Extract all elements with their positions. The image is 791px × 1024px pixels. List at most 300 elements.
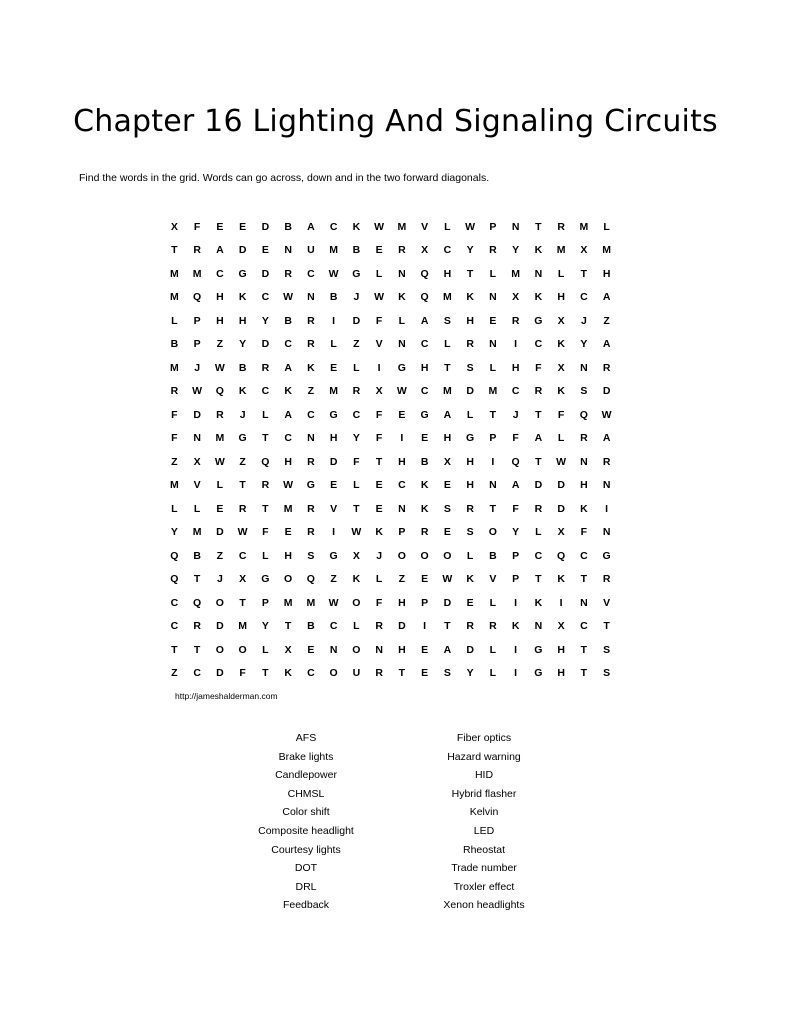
instructions-text: Find the words in the grid. Words can go across, down and in the two forward diagonals. — [79, 172, 490, 184]
grid-letter: K — [238, 385, 247, 398]
grid-letter: D — [557, 502, 565, 515]
grid-letter: L — [466, 549, 474, 562]
grid-letter: W — [351, 526, 362, 539]
grid-letter: W — [396, 385, 407, 398]
grid-letter: L — [466, 408, 474, 421]
grid-letter: R — [534, 502, 543, 515]
grid-letter: I — [332, 526, 336, 539]
word-list-item: Candlepower — [275, 769, 337, 782]
grid-row — [163, 497, 618, 521]
grid-letter: H — [420, 361, 429, 374]
grid-letter: S — [443, 314, 451, 327]
grid-letter: R — [307, 314, 315, 327]
grid-letter: Q — [579, 408, 588, 421]
grid-letter: L — [262, 549, 269, 562]
grid-letter: X — [557, 620, 565, 633]
grid-letter: Z — [171, 667, 178, 680]
grid-letter: Z — [171, 455, 178, 468]
grid-letter: K — [307, 361, 315, 374]
grid-letter: F — [193, 220, 201, 233]
grid-letter: B — [170, 338, 179, 351]
grid-letter: I — [377, 361, 381, 374]
grid-letter: T — [580, 267, 588, 280]
grid-letter: T — [489, 408, 497, 421]
grid-letter: A — [534, 432, 543, 445]
grid-letter: S — [307, 549, 315, 562]
grid-letter: X — [421, 244, 429, 257]
grid-letter: P — [261, 596, 269, 609]
grid-letter: M — [329, 385, 338, 398]
grid-letter: E — [375, 244, 383, 257]
grid-letter: C — [307, 267, 315, 280]
grid-letter: X — [193, 455, 201, 468]
grid-letter: W — [237, 526, 248, 539]
page-title: Chapter 16 Lighting And Signaling Circuits — [73, 104, 718, 139]
grid-letter: H — [466, 479, 474, 492]
grid-letter: I — [514, 338, 518, 351]
grid-letter: S — [466, 361, 474, 374]
grid-letter: L — [193, 502, 201, 515]
grid-letter: E — [284, 526, 292, 539]
grid-letter: O — [215, 643, 224, 656]
grid-letter: C — [580, 620, 588, 633]
grid-letter: W — [328, 596, 339, 609]
grid-letter: K — [238, 291, 247, 304]
grid-letter: B — [238, 361, 247, 374]
grid-letter: P — [421, 596, 429, 609]
grid-letter: L — [262, 643, 269, 656]
grid-letter: L — [444, 338, 451, 351]
grid-letter: F — [375, 408, 383, 421]
grid-letter: Z — [398, 573, 406, 586]
grid-letter: M — [397, 220, 407, 233]
grid-letter: L — [398, 314, 406, 327]
grid-letter: E — [261, 244, 269, 257]
grid-letter: C — [193, 667, 201, 680]
grid-letter: A — [443, 408, 452, 421]
grid-letter: L — [603, 220, 610, 233]
grid-letter: C — [261, 385, 270, 398]
grid-letter: A — [420, 314, 429, 327]
grid-letter: X — [580, 244, 588, 257]
grid-letter: Y — [261, 620, 269, 633]
grid-letter: Q — [420, 267, 429, 280]
grid-letter: F — [512, 432, 519, 445]
word-list-item: Composite headlight — [258, 824, 354, 837]
grid-letter: I — [332, 314, 336, 327]
grid-letter: G — [352, 267, 361, 280]
grid-letter: Z — [239, 455, 246, 468]
grid-letter: Y — [512, 244, 520, 257]
grid-letter: T — [239, 596, 246, 609]
grid-letter: G — [534, 667, 543, 680]
grid-letter: N — [398, 267, 406, 280]
grid-letter: D — [216, 667, 224, 680]
grid-letter: D — [534, 479, 543, 492]
grid-letter: C — [580, 291, 588, 304]
grid-letter: G — [420, 408, 429, 421]
grid-letter: X — [512, 291, 520, 304]
grid-letter: R — [238, 502, 247, 515]
grid-letter: C — [170, 596, 179, 609]
grid-letter: R — [193, 244, 201, 257]
grid-letter: F — [239, 667, 246, 680]
grid-letter: N — [602, 526, 611, 539]
grid-letter: E — [307, 643, 315, 656]
grid-letter: H — [557, 291, 565, 304]
grid-letter: F — [557, 408, 565, 421]
word-list-item: Hazard warning — [447, 750, 521, 763]
grid-letter: C — [398, 479, 406, 492]
grid-letter: N — [489, 479, 497, 492]
grid-letter: L — [375, 573, 383, 586]
grid-row — [163, 356, 618, 380]
word-list-item: DOT — [294, 862, 318, 875]
grid-letter: Q — [306, 573, 315, 586]
grid-letter: Q — [511, 455, 520, 468]
grid-letter: F — [375, 432, 383, 445]
grid-letter: Z — [603, 314, 610, 327]
grid-letter: U — [352, 667, 361, 680]
grid-letter: C — [307, 408, 315, 421]
grid-letter: F — [512, 502, 519, 515]
grid-letter: D — [238, 244, 247, 257]
grid-letter: F — [375, 596, 383, 609]
grid-letter: G — [306, 479, 315, 492]
grid-letter: L — [489, 596, 497, 609]
grid-letter: X — [375, 385, 383, 398]
grid-letter: D — [261, 220, 270, 233]
grid-letter: E — [466, 596, 474, 609]
grid-letter: G — [602, 549, 611, 562]
grid-letter: T — [353, 502, 360, 515]
grid-letter: R — [420, 526, 429, 539]
grid-letter: M — [488, 385, 498, 398]
grid-letter: M — [329, 244, 338, 257]
grid-letter: N — [398, 502, 406, 515]
grid-letter: M — [283, 596, 293, 609]
grid-letter: A — [284, 408, 292, 421]
grid-letter: D — [216, 620, 224, 633]
grid-letter: P — [512, 549, 520, 562]
grid-letter: L — [353, 620, 360, 633]
grid-letter: K — [284, 385, 292, 398]
grid-letter: N — [580, 596, 588, 609]
grid-letter: E — [421, 667, 429, 680]
grid-letter: H — [557, 667, 565, 680]
grid-letter: B — [193, 549, 201, 562]
grid-letter: E — [489, 314, 497, 327]
grid-letter: G — [397, 361, 406, 374]
grid-letter: W — [374, 291, 385, 304]
grid-letter: Q — [420, 291, 429, 304]
grid-letter: S — [603, 667, 611, 680]
grid-letter: G — [238, 432, 247, 445]
grid-letter: M — [170, 291, 179, 304]
word-list-item: Feedback — [282, 899, 330, 912]
grid-letter: Z — [307, 385, 315, 398]
grid-row — [163, 544, 618, 568]
grid-letter: F — [375, 314, 383, 327]
grid-letter: X — [284, 643, 292, 656]
grid-letter: Z — [216, 549, 224, 562]
grid-letter: D — [329, 455, 338, 468]
grid-letter: W — [465, 220, 476, 233]
grid-letter: J — [239, 408, 246, 421]
word-list-item: Trade number — [451, 862, 517, 875]
grid-letter: V — [330, 502, 338, 515]
word-list-item: Hybrid flasher — [451, 787, 517, 800]
grid-letter: T — [193, 643, 201, 656]
grid-letter: S — [603, 643, 611, 656]
grid-letter: M — [443, 291, 452, 304]
grid-letter: R — [466, 620, 474, 633]
grid-letter: T — [262, 667, 269, 680]
grid-row — [163, 427, 618, 451]
grid-letter: S — [466, 526, 474, 539]
grid-letter: C — [216, 267, 224, 280]
grid-letter: Q — [193, 596, 202, 609]
grid-letter: C — [307, 667, 315, 680]
grid-letter: Z — [330, 573, 337, 586]
grid-letter: D — [602, 385, 611, 398]
grid-letter: T — [580, 643, 588, 656]
grid-row — [163, 591, 618, 615]
grid-letter: W — [442, 573, 453, 586]
grid-row — [163, 638, 618, 662]
grid-letter: H — [284, 549, 292, 562]
word-list-item: Rheostat — [462, 843, 506, 856]
grid-letter: R — [307, 502, 315, 515]
grid-letter: O — [420, 549, 429, 562]
grid-letter: T — [284, 620, 292, 633]
grid-letter: F — [535, 361, 542, 374]
grid-letter: T — [171, 643, 178, 656]
grid-letter: T — [535, 220, 542, 233]
grid-letter: N — [534, 620, 543, 633]
grid-letter: J — [512, 408, 519, 421]
grid-letter: H — [398, 455, 406, 468]
grid-letter: E — [421, 643, 429, 656]
grid-letter: T — [580, 667, 588, 680]
grid-letter: F — [353, 455, 360, 468]
grid-letter: F — [171, 408, 178, 421]
grid-letter: W — [556, 455, 567, 468]
grid-letter: R — [284, 267, 292, 280]
grid-letter: N — [193, 432, 201, 445]
grid-row — [163, 215, 618, 239]
grid-letter: J — [376, 549, 383, 562]
grid-letter: L — [444, 220, 451, 233]
grid-letter: Z — [216, 338, 224, 351]
grid-letter: K — [557, 385, 565, 398]
grid-letter: K — [398, 291, 406, 304]
grid-letter: I — [400, 432, 404, 445]
grid-letter: H — [557, 643, 565, 656]
grid-letter: E — [421, 573, 429, 586]
grid-letter: M — [511, 267, 520, 280]
grid-row — [163, 662, 618, 686]
grid-letter: G — [466, 432, 475, 445]
grid-letter: D — [352, 314, 361, 327]
grid-letter: R — [216, 408, 224, 421]
grid-letter: A — [511, 479, 520, 492]
word-list-item: Kelvin — [469, 806, 499, 819]
grid-letter: V — [193, 479, 201, 492]
grid-letter: L — [489, 643, 497, 656]
grid-letter: C — [534, 338, 543, 351]
grid-letter: W — [283, 479, 294, 492]
grid-letter: O — [284, 573, 293, 586]
grid-letter: T — [262, 502, 269, 515]
grid-letter: O — [215, 596, 224, 609]
grid-letter: G — [238, 267, 247, 280]
grid-letter: D — [443, 596, 452, 609]
grid-letter: A — [602, 338, 611, 351]
grid-letter: T — [444, 620, 451, 633]
grid-letter: K — [534, 291, 543, 304]
grid-letter: R — [261, 479, 270, 492]
grid-letter: C — [420, 338, 429, 351]
grid-letter: Q — [215, 385, 224, 398]
grid-letter: B — [420, 455, 429, 468]
grid-letter: O — [352, 596, 361, 609]
word-list-item: Color shift — [282, 806, 330, 819]
grid-letter: O — [488, 526, 497, 539]
grid-letter: M — [579, 220, 589, 233]
grid-letter: D — [557, 479, 565, 492]
grid-letter: L — [489, 361, 497, 374]
grid-letter: H — [238, 314, 247, 327]
grid-letter: K — [557, 338, 565, 351]
grid-letter: B — [284, 314, 292, 327]
grid-letter: E — [239, 220, 247, 233]
source-link[interactable]: http://jameshalderman.com — [175, 691, 278, 701]
grid-letter: V — [489, 573, 497, 586]
grid-letter: Y — [466, 244, 474, 257]
grid-letter: C — [284, 432, 292, 445]
grid-letter: M — [283, 502, 293, 515]
grid-letter: J — [353, 291, 360, 304]
grid-letter: E — [375, 479, 383, 492]
grid-letter: A — [443, 643, 452, 656]
grid-letter: R — [307, 338, 315, 351]
grid-letter: M — [238, 620, 247, 633]
grid-letter: B — [489, 549, 497, 562]
grid-letter: Y — [466, 667, 474, 680]
grid-letter: L — [330, 338, 337, 351]
grid-letter: L — [489, 267, 497, 280]
grid-letter: Q — [261, 455, 270, 468]
grid-letter: R — [489, 244, 497, 257]
grid-letter: K — [284, 667, 292, 680]
grid-row — [163, 309, 618, 333]
grid-letter: N — [329, 643, 338, 656]
grid-letter: I — [423, 620, 427, 633]
grid-row — [163, 380, 618, 404]
grid-letter: P — [398, 526, 406, 539]
grid-letter: N — [580, 361, 588, 374]
grid-letter: T — [375, 455, 383, 468]
grid-letter: B — [329, 291, 338, 304]
grid-letter: P — [193, 338, 201, 351]
grid-letter: K — [420, 479, 429, 492]
grid-letter: H — [398, 596, 406, 609]
grid-letter: O — [443, 549, 452, 562]
grid-row — [163, 521, 618, 545]
grid-letter: T — [193, 573, 201, 586]
grid-letter: F — [580, 526, 588, 539]
grid-letter: O — [397, 549, 406, 562]
letter-grid — [163, 215, 618, 685]
grid-letter: H — [443, 267, 452, 280]
grid-letter: R — [193, 620, 201, 633]
grid-letter: Y — [261, 314, 269, 327]
grid-letter: C — [238, 549, 247, 562]
grid-letter: K — [352, 573, 361, 586]
grid-letter: N — [511, 220, 520, 233]
grid-letter: R — [375, 620, 383, 633]
grid-letter: L — [557, 432, 565, 445]
word-list-item: CHMSL — [287, 787, 325, 800]
grid-letter: L — [535, 526, 542, 539]
grid-letter: K — [534, 244, 543, 257]
grid-letter: T — [535, 408, 542, 421]
grid-letter: W — [214, 455, 225, 468]
grid-letter: V — [375, 338, 383, 351]
grid-letter: R — [602, 573, 611, 586]
grid-letter: H — [466, 314, 474, 327]
grid-letter: J — [580, 314, 587, 327]
grid-letter: B — [352, 244, 361, 257]
grid-letter: C — [329, 220, 338, 233]
grid-letter: G — [329, 549, 338, 562]
grid-letter: R — [170, 385, 179, 398]
grid-letter: S — [443, 502, 451, 515]
grid-letter: C — [534, 549, 543, 562]
grid-letter: M — [443, 385, 452, 398]
grid-letter: C — [329, 620, 338, 633]
grid-letter: M — [170, 267, 179, 280]
grid-letter: H — [329, 432, 338, 445]
grid-letter: C — [420, 385, 429, 398]
grid-letter: H — [216, 291, 224, 304]
grid-letter: I — [491, 455, 495, 468]
grid-letter: T — [489, 502, 497, 515]
grid-letter: T — [262, 432, 269, 445]
grid-letter: D — [193, 408, 201, 421]
grid-letter: B — [307, 620, 315, 633]
grid-letter: H — [216, 314, 224, 327]
grid-letter: R — [352, 385, 361, 398]
grid-letter: X — [352, 549, 360, 562]
grid-letter: M — [556, 244, 566, 257]
grid-letter: K — [375, 526, 383, 539]
grid-letter: C — [170, 620, 179, 633]
grid-letter: R — [375, 667, 383, 680]
grid-letter: H — [511, 361, 520, 374]
grid-letter: H — [602, 267, 611, 280]
grid-letter: O — [352, 643, 361, 656]
grid-letter: R — [307, 455, 315, 468]
grid-letter: D — [261, 338, 270, 351]
grid-letter: H — [284, 455, 292, 468]
grid-letter: M — [306, 596, 316, 609]
grid-letter: E — [375, 502, 383, 515]
grid-letter: L — [262, 408, 269, 421]
grid-letter: O — [329, 667, 338, 680]
grid-letter: R — [580, 432, 588, 445]
